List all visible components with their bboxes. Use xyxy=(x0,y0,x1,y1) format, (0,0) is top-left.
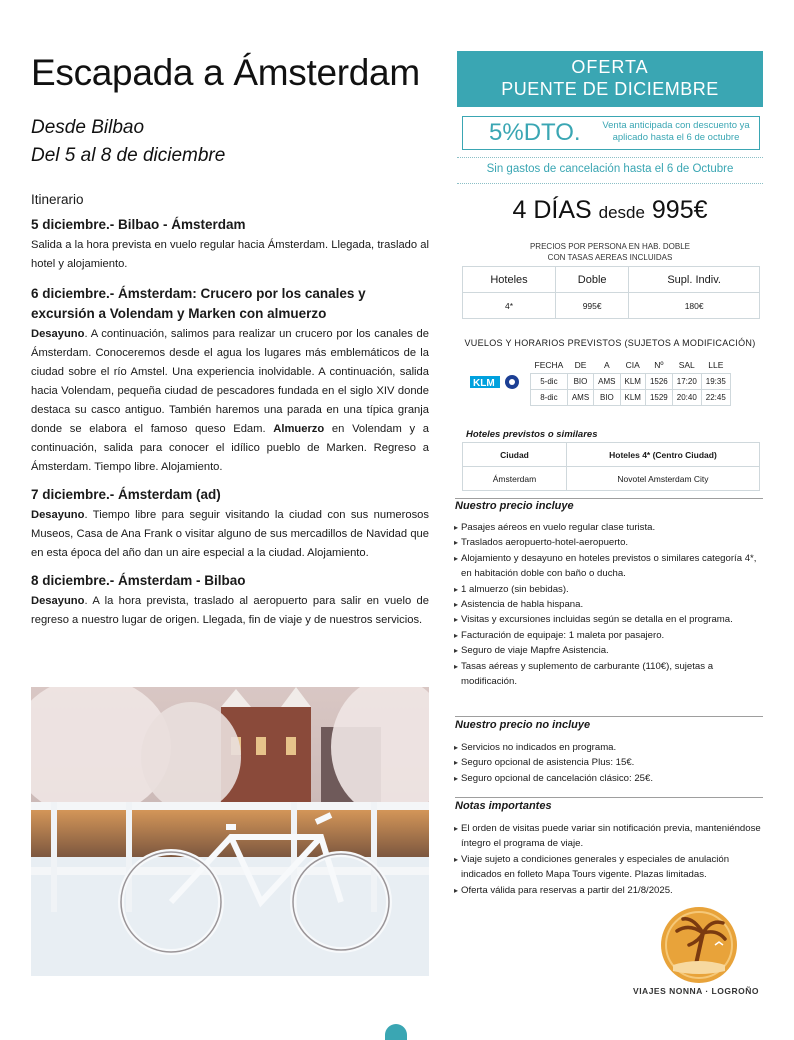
day-3-title: 7 diciembre.- Ámsterdam (ad) xyxy=(31,487,221,502)
table-row: Ciudad Hoteles 4* (Centro Ciudad) xyxy=(463,443,760,467)
discount-box xyxy=(462,116,760,150)
price-note: PRECIOS POR PERSONA EN HAB. DOBLE CON TASAS AEREAS INCLUIDAS xyxy=(529,242,691,262)
list-item: ▸ 1 almuerzo (sin bebidas). xyxy=(455,582,761,597)
divider xyxy=(457,183,763,184)
day-4-title: 8 diciembre.- Ámsterdam - Bilbao xyxy=(31,573,246,588)
price-from-label: desde xyxy=(598,203,645,222)
subtitle-dates: Del 5 al 8 de diciembre xyxy=(31,145,226,166)
list-item: ▸ Alojamiento y desayuno en hoteles previstos o similares categoría 4*, en habitación doble con baño o ducha. xyxy=(455,551,761,582)
day-2-text: Desayuno. A continuación, salimos para realizar un crucero por los canales de Ámsterdam. Conoceremos desde el agua los lugares más emblemáticos de la ciudad sobre el río Amstel. Una experiencia inolvidable. A continuación, salida hacia Volendam, pequeña ciudad de pescadores fundada en el siglo XIV donde destaca su casco antiguo. También haremos una parada en una típica granja donde se elabora el famoso queso Edam. Almuerzo en Volendam y a continuación, salida para conocer el idílico pueblo de Marken. Regreso a Ámsterdam. Tiempo libre. Alojamiento. xyxy=(31,328,430,473)
offer-banner xyxy=(457,51,763,107)
list-item: ▸ Traslados aeropuerto-hotel-aeropuerto. xyxy=(455,535,761,550)
discount-label: 5%DTO. xyxy=(489,119,581,146)
notes-list xyxy=(455,821,761,898)
excludes-list xyxy=(455,740,761,786)
offer-line-1: OFERTA xyxy=(571,57,649,77)
table-row: 5-dic BIO AMS KLM 1526 17:20 19:35 xyxy=(531,374,731,390)
duration: 4 DÍAS xyxy=(512,196,592,224)
flights-heading: VUELOS Y HORARIOS PREVISTOS (SUJETOS A MODIFICACIÓN) xyxy=(464,338,756,348)
day-2-title: 6 diciembre.- Ámsterdam: Crucero por los canales y excursión a Volendam y Marken con almuerzo xyxy=(31,286,366,321)
subtitle-origin: Desde Bilbao xyxy=(31,117,145,138)
table-row: Hoteles Doble Supl. Indiv. xyxy=(463,267,760,293)
list-item: ▸ Seguro de viaje Mapfre Asistencia. xyxy=(455,643,761,658)
amsterdam-winter-photo xyxy=(31,687,429,976)
page-tab-marker xyxy=(385,1024,407,1040)
table-row: FECHA DE A CIA Nº SAL LLE xyxy=(534,359,724,370)
table-row: 8-dic AMS BIO KLM 1529 20:40 22:45 xyxy=(531,390,731,406)
price: 995€ xyxy=(651,196,708,224)
divider xyxy=(455,716,763,717)
list-item: ▸ El orden de visitas puede variar sin notificación previa, manteniéndose íntegro el programa de viaje. xyxy=(455,821,761,852)
price-headline xyxy=(457,196,763,225)
table-row: 4* 995€ 180€ xyxy=(463,293,760,319)
hotels-heading: Hoteles previstos o similares xyxy=(466,429,598,440)
list-item: ▸ Asistencia de habla hispana. xyxy=(455,597,761,612)
offer-line-2: PUENTE DE DICIEMBRE xyxy=(501,79,719,99)
flights-table xyxy=(530,356,731,406)
includes-heading: Nuestro precio incluye xyxy=(455,500,574,512)
list-item: ▸ Seguro opcional de asistencia Plus: 15€. xyxy=(455,755,761,770)
list-item: ▸ Viaje sujeto a condiciones generales y especiales de anulación indicados en folleto Mapa Tours vigente. Plazas limitadas. xyxy=(455,852,761,883)
discount-note: Venta anticipada con descuento ya aplicado hasta el 6 de octubre xyxy=(602,120,750,143)
list-item: ▸ Oferta válida para reservas a partir del 21/8/2025. xyxy=(455,883,761,898)
divider xyxy=(455,498,763,499)
itinerary-heading: Itinerario xyxy=(31,192,84,207)
price-table xyxy=(462,266,760,319)
list-item: ▸ Servicios no indicados en programa. xyxy=(455,740,761,755)
page-title: Escapada a Ámsterdam xyxy=(31,52,420,93)
list-item: ▸ Seguro opcional de cancelación clásico: 25€. xyxy=(455,771,761,786)
includes-list xyxy=(455,520,761,689)
notes-heading: Notas importantes xyxy=(455,800,552,812)
no-cancel-note: Sin gastos de cancelación hasta el 6 de Octubre xyxy=(486,163,734,175)
table-row: Ámsterdam Novotel Amsterdam City xyxy=(463,467,760,491)
divider xyxy=(455,797,763,798)
day-1-title: 5 diciembre.- Bilbao - Ámsterdam xyxy=(31,217,246,232)
agency-name: VIAJES NONNA · LOGROÑO xyxy=(633,986,759,996)
klm-logo-icon xyxy=(470,372,522,392)
day-3-text: Desayuno. Tiempo libre para seguir visitando la ciudad con sus numerosos Museos, Casa de Ana Frank o visitar alguno de sus mercadillos de Navidad que en esta época del año dan un aire especial a la ciudad. Alojamiento. xyxy=(31,509,429,559)
list-item: ▸ Pasajes aéreos en vuelo regular clase turista. xyxy=(455,520,761,535)
palm-tree-logo-icon xyxy=(659,905,739,985)
svg-text:KLM: KLM xyxy=(473,378,495,389)
list-item: ▸ Visitas y excursiones incluidas según se detalla en el programa. xyxy=(455,612,761,627)
day-4-text: Desayuno. A la hora prevista, traslado al aeropuerto para salir en vuelo de regreso a nuestro lugar de origen. Llegada, fin de viaje y de nuestros servicios. xyxy=(31,595,429,626)
day-1-text: Salida a la hora prevista en vuelo regular hacia Ámsterdam. Llegada, traslado al hotel y alojamiento. xyxy=(31,239,429,270)
hotels-table xyxy=(462,442,760,491)
list-item: ▸ Tasas aéreas y suplemento de carburante (110€), sujetas a modificación. xyxy=(455,659,761,690)
list-item: ▸ Facturación de equipaje: 1 maleta por pasajero. xyxy=(455,628,761,643)
itinerary xyxy=(31,190,429,630)
excludes-heading: Nuestro precio no incluye xyxy=(455,719,591,731)
divider xyxy=(457,157,763,158)
